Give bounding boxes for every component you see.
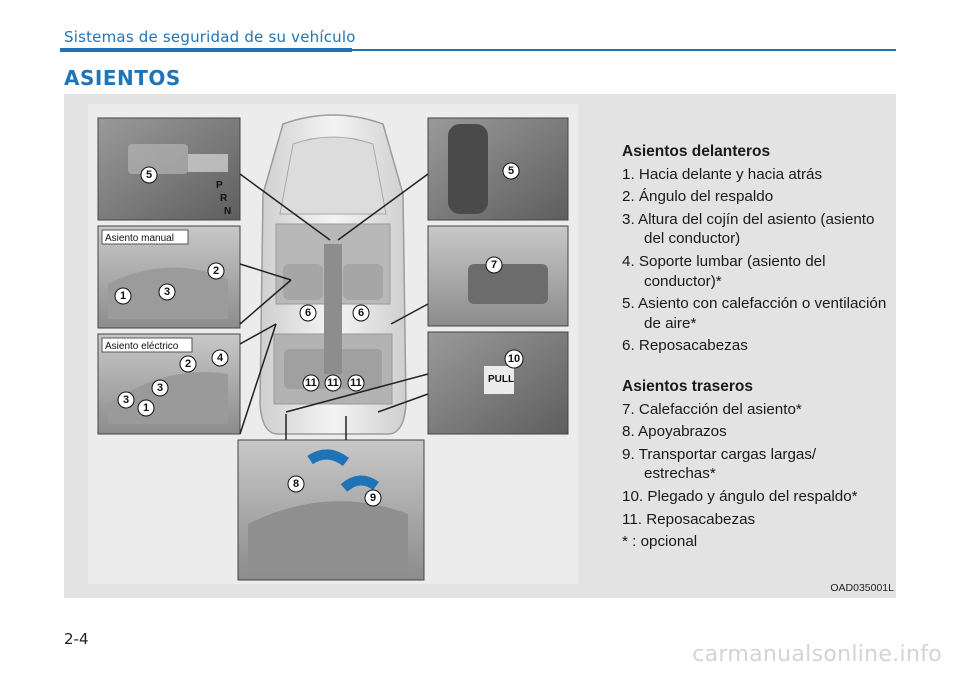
callout-11-left: 11	[305, 377, 317, 389]
list-item: 9. Transportar cargas largas/ estrechas*	[622, 445, 817, 483]
manual-seat-label: Asiento manual	[105, 233, 174, 244]
pull-label: PULL	[488, 374, 515, 385]
list-item: 7. Calefacción del asiento*	[622, 400, 802, 418]
list-item: 3. Altura del cojín del asiento (asiento del conductor)	[622, 210, 875, 248]
callout-6-left: 6	[304, 307, 312, 319]
callout-3-power-lower: 3	[122, 394, 130, 406]
gear-label-p: P	[216, 180, 223, 191]
callout-10: 10	[507, 353, 521, 365]
list-item: 4. Soporte lumbar (asiento del conductor)*	[622, 252, 826, 290]
callout-3-manual: 3	[163, 286, 171, 298]
section-title: ASIENTOS	[64, 66, 181, 90]
callout-7: 7	[490, 259, 498, 271]
legend-text	[622, 142, 892, 555]
callout-1-manual: 1	[119, 290, 127, 302]
header-rule	[352, 49, 896, 51]
front-seats-heading: Asientos delanteros	[622, 143, 771, 160]
callout-5-rear: 5	[507, 165, 515, 177]
list-item: 8. Apoyabrazos	[622, 423, 727, 441]
gear-label-n: N	[224, 206, 232, 217]
list-item: * : opcional	[622, 533, 698, 551]
list-item: 11. Reposacabezas	[622, 510, 756, 528]
list-item: 1. Hacia delante y hacia atrás	[622, 165, 823, 183]
callout-11-right: 11	[350, 377, 362, 389]
list-item: 2. Ángulo del respaldo	[622, 188, 774, 206]
callout-11-center: 11	[327, 377, 339, 389]
fold-lever-panel	[428, 332, 568, 434]
callout-8: 8	[292, 478, 300, 490]
list-item: 6. Reposacabezas	[622, 337, 748, 355]
callout-5: 5	[145, 169, 153, 181]
callout-1-power: 1	[142, 402, 150, 414]
rear-seats-heading: Asientos traseros	[622, 377, 753, 395]
rear-seats-list	[622, 400, 892, 552]
callout-9: 9	[369, 492, 377, 504]
rear-seat-panel	[238, 440, 424, 580]
callout-4-power: 4	[216, 352, 224, 364]
console-switch-panel	[98, 118, 240, 220]
callout-6-right: 6	[357, 307, 365, 319]
list-item: 5. Asiento con calefacción o ventilación de aire*	[622, 295, 887, 332]
callout-3-power-upper: 3	[156, 382, 164, 394]
rear-console-panel	[428, 118, 568, 220]
header-rule-accent	[60, 48, 352, 52]
seats-illustration	[88, 104, 578, 584]
power-seat-panel	[98, 334, 240, 434]
list-item: 10. Plegado y ángulo del respaldo*	[622, 487, 858, 505]
callout-2-manual: 2	[212, 265, 220, 277]
front-seats-list	[622, 165, 892, 356]
rear-heat-switch-panel	[428, 226, 568, 326]
power-seat-label: Asiento eléctrico	[105, 341, 179, 352]
running-header: Sistemas de seguridad de su vehículo	[64, 28, 356, 46]
figure-code: OAD035001L	[830, 582, 894, 594]
watermark: carmanualsonline.info	[692, 642, 942, 667]
callout-2-power: 2	[184, 358, 192, 370]
gear-label-r: R	[220, 193, 228, 204]
page-number: 2-4	[64, 630, 89, 648]
